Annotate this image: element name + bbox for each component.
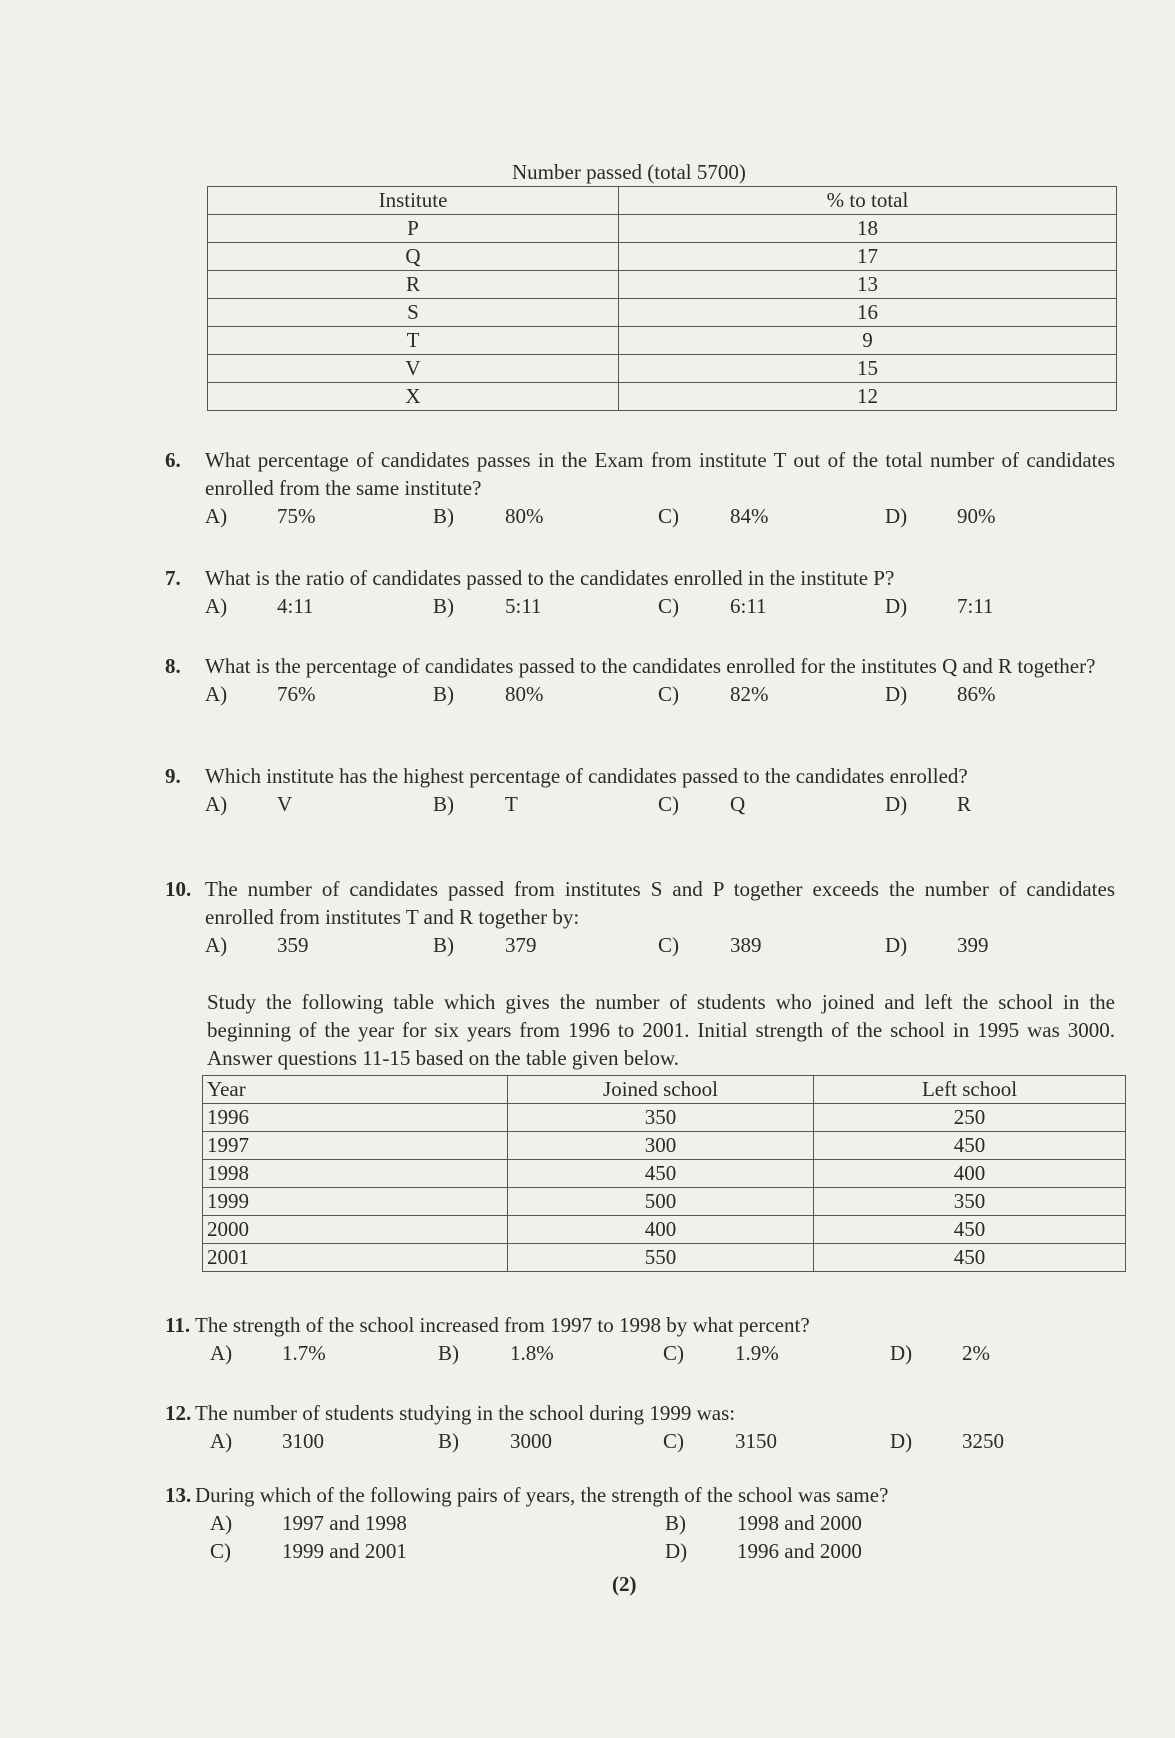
option-d: D) 86%: [885, 682, 996, 706]
table-cell: 500: [508, 1188, 814, 1216]
table-cell: 350: [508, 1104, 814, 1132]
table-cell: 1999: [203, 1188, 508, 1216]
option-b: B) 80%: [433, 682, 544, 706]
options-row: [205, 680, 1115, 708]
header-cell: Left school: [814, 1076, 1126, 1104]
question-text: The number of students studying in the school during 1999 was:: [195, 1401, 736, 1425]
option-a: A) 1.7%: [210, 1341, 326, 1365]
table-cell: 15: [619, 355, 1117, 383]
option-d: D) 7:11: [885, 594, 994, 618]
option-b: B) 5:11: [433, 594, 542, 618]
question-number: 9.: [165, 764, 181, 788]
table-cell: 18: [619, 215, 1117, 243]
table-cell: 450: [814, 1244, 1126, 1272]
table-cell: 400: [814, 1160, 1126, 1188]
option-d: D) 90%: [885, 504, 996, 528]
header-cell: Year: [203, 1076, 508, 1104]
table-cell: V: [208, 355, 619, 383]
option-b: B) 3000: [438, 1429, 552, 1453]
table-row: [203, 1244, 1126, 1272]
option-a: A) 75%: [205, 504, 316, 528]
option-c: C) 6:11: [658, 594, 767, 618]
question-13: [165, 1481, 1115, 1565]
question-text: What percentage of candidates passes in the Exam from institute T out of the total number of candidates enrolled from the same institute?: [205, 448, 1115, 500]
question-text: The number of candidates passed from institutes S and P together exceeds the number of candidates enrolled from institutes T and R together by:: [205, 877, 1115, 929]
table-cell: 350: [814, 1188, 1126, 1216]
table-cell: 250: [814, 1104, 1126, 1132]
option-a: A) V: [205, 792, 293, 816]
question-6: [165, 446, 1115, 530]
table-row: [208, 299, 1117, 327]
table-row: [208, 271, 1117, 299]
options-row: [205, 592, 1115, 620]
table1-caption: Number passed (total 5700): [512, 160, 746, 184]
school-strength-table: [202, 1075, 1126, 1272]
question-number: 6.: [165, 448, 181, 472]
table-cell: 300: [508, 1132, 814, 1160]
option-b: B) 80%: [433, 504, 544, 528]
option-d: D) R: [885, 792, 972, 816]
option-b: B) T: [433, 792, 518, 816]
option-c: C) 82%: [658, 682, 769, 706]
table-cell: 12: [619, 383, 1117, 411]
table-cell: 1998: [203, 1160, 508, 1188]
institute-table: [207, 186, 1117, 411]
question-10: [165, 875, 1115, 959]
table-cell: 1996: [203, 1104, 508, 1132]
question-8: [165, 652, 1115, 708]
table-cell: 1997: [203, 1132, 508, 1160]
option-d: D) 1996 and 2000: [665, 1539, 862, 1563]
table-cell: S: [208, 299, 619, 327]
header-cell: % to total: [619, 187, 1117, 215]
study-instructions: Study the following table which gives the number of students who joined and left the school in the beginning of the year for six years from 1996 to 2001. Initial strength of the school in 1995 was 3000. Answer questions 11-15 based on the table given below.: [207, 990, 1115, 1070]
question-text: The strength of the school increased from 1997 to 1998 by what percent?: [195, 1313, 810, 1337]
option-b: B) 379: [433, 933, 537, 957]
options-row: [205, 502, 1115, 530]
table-cell: T: [208, 327, 619, 355]
option-d: D) 399: [885, 933, 989, 957]
options-row: [205, 790, 1115, 818]
table-cell: 9: [619, 327, 1117, 355]
options-row: [210, 1339, 1115, 1367]
header-cell: Institute: [208, 187, 619, 215]
option-c: C) 84%: [658, 504, 769, 528]
option-c: C) 389: [658, 933, 762, 957]
table-cell: X: [208, 383, 619, 411]
option-a: A) 1997 and 1998: [210, 1511, 407, 1535]
table-header-row: [203, 1076, 1126, 1104]
table-cell: 450: [814, 1132, 1126, 1160]
question-text: What is the percentage of candidates passed to the candidates enrolled for the institutes Q and R together?: [205, 654, 1096, 678]
option-d: D) 2%: [890, 1341, 990, 1365]
table-cell: Q: [208, 243, 619, 271]
table-row: [208, 243, 1117, 271]
table-cell: P: [208, 215, 619, 243]
question-number: 10.: [165, 877, 192, 901]
question-number: 8.: [165, 654, 181, 678]
options-row: [210, 1427, 1115, 1455]
question-number: 12.: [165, 1401, 192, 1425]
option-d: D) 3250: [890, 1429, 1004, 1453]
option-a: A) 3100: [210, 1429, 324, 1453]
option-a: A) 76%: [205, 682, 316, 706]
table-cell: 2000: [203, 1216, 508, 1244]
table-row: [208, 327, 1117, 355]
option-b: B) 1998 and 2000: [665, 1511, 862, 1535]
option-c: C) Q: [658, 792, 746, 816]
question-text: Which institute has the highest percentage of candidates passed to the candidates enrolled?: [205, 764, 968, 788]
options-row: [205, 931, 1115, 959]
table-row: [208, 383, 1117, 411]
header-cell: Joined school: [508, 1076, 814, 1104]
table-row: [208, 215, 1117, 243]
option-c: C) 1999 and 2001: [210, 1539, 407, 1563]
question-number: 11.: [165, 1313, 191, 1337]
option-b: B) 1.8%: [438, 1341, 554, 1365]
option-c: C) 1.9%: [663, 1341, 779, 1365]
table-row: [203, 1132, 1126, 1160]
table-cell: 16: [619, 299, 1117, 327]
option-a: A) 359: [205, 933, 309, 957]
table-cell: 450: [814, 1216, 1126, 1244]
table-row: [203, 1104, 1126, 1132]
options-grid: [210, 1509, 1115, 1565]
question-number: 7.: [165, 566, 181, 590]
table-row: [203, 1188, 1126, 1216]
question-text: What is the ratio of candidates passed to the candidates enrolled in the institute P?: [205, 566, 895, 590]
table-row: [208, 355, 1117, 383]
option-a: A) 4:11: [205, 594, 314, 618]
question-12: [165, 1399, 1115, 1455]
question-7: [165, 564, 1115, 620]
option-c: C) 3150: [663, 1429, 777, 1453]
table-row: [203, 1160, 1126, 1188]
table-cell: 17: [619, 243, 1117, 271]
table-cell: 550: [508, 1244, 814, 1272]
table-cell: 450: [508, 1160, 814, 1188]
table-row: [203, 1216, 1126, 1244]
question-number: 13.: [165, 1483, 192, 1507]
table-cell: 400: [508, 1216, 814, 1244]
table-header-row: [208, 187, 1117, 215]
table-cell: 2001: [203, 1244, 508, 1272]
table-cell: 13: [619, 271, 1117, 299]
question-11: [165, 1311, 1115, 1367]
table-cell: R: [208, 271, 619, 299]
page-number: (2): [612, 1572, 637, 1596]
question-9: [165, 762, 1115, 818]
question-text: During which of the following pairs of years, the strength of the school was same?: [195, 1483, 889, 1507]
